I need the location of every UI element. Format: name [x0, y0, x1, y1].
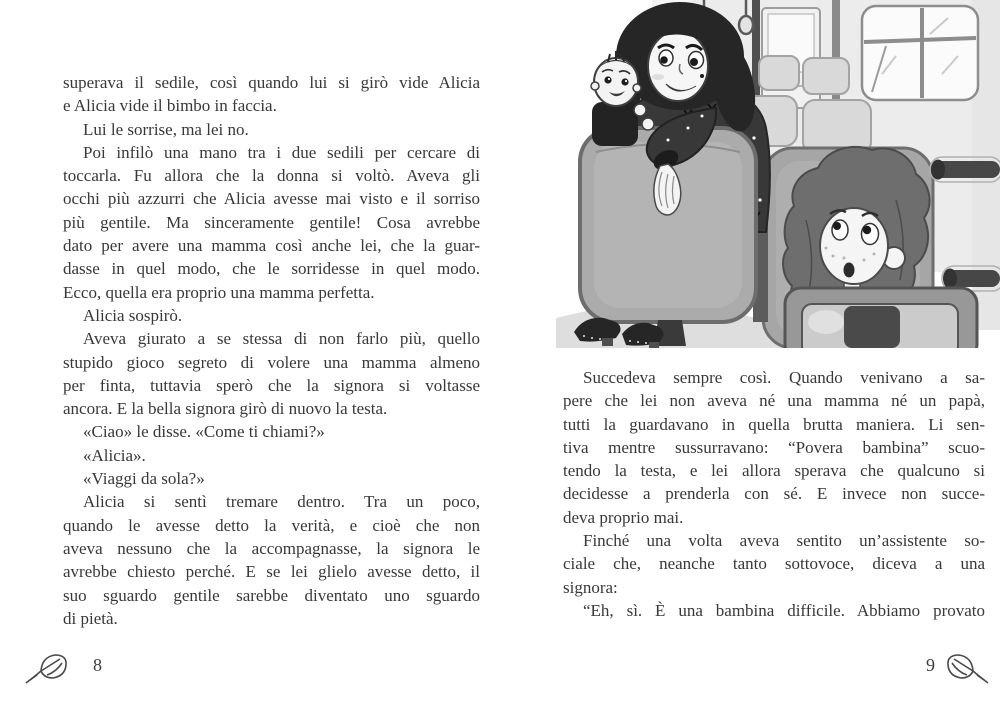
leaf-ornament-icon: [944, 651, 990, 685]
text-line: e Alicia vide il bimbo in faccia.: [63, 96, 277, 116]
page-number-left: 8: [93, 655, 102, 675]
text-line: stupido gioco segreto di volere una mamma almeno: [63, 352, 480, 372]
text-line: «Ciao» le disse. «Come ti chiami?»: [83, 422, 325, 442]
text-line: tendo la testa, e lei allora sperava che qualcuno si: [563, 461, 985, 481]
text-line: “Eh, sì. È una bambina difficile. Abbiamo provato: [583, 600, 985, 620]
text-line: ancora. E la bella signora girò di nuovo la testa.: [63, 399, 388, 419]
text-line: superava il sedile, così quando lui si girò vide Alicia: [63, 73, 480, 92]
girl-mouth: [844, 263, 855, 278]
front-seat-frame: [785, 288, 977, 348]
text-line: Finché una volta aveva sentito un’assistente so-: [583, 531, 985, 551]
bus-scene-illustration: [556, 0, 1000, 348]
text-line: tiva mentre sussurravano: “Povera bambina” scuo-: [563, 437, 985, 457]
text-line: Alicia si sentì tremare dentro. Tra un poco,: [83, 492, 480, 512]
text-line: più gentile. Ma sinceramente gentile! Cosa avrebbe: [63, 212, 480, 232]
leaf-ornament-icon: [24, 651, 70, 685]
text-line: Aveva giurato a se stessa di non farlo più, quello: [83, 329, 480, 349]
text-line: aveva nessuno che la accompagnasse, la signora le: [63, 538, 480, 558]
text-line: Lui le sorrise, ma lei no.: [83, 119, 249, 139]
text-line: decidesse a prenderla con sé. E invece non succe-: [563, 484, 985, 504]
text-line: «Alicia».: [83, 445, 146, 465]
baby-hand: [642, 118, 654, 130]
beauty-mark: [700, 74, 704, 78]
text-line: Alicia sospirò.: [83, 305, 183, 325]
text-line: occhi più azzurri che Alicia avesse mai visto e il sorriso: [63, 189, 480, 209]
text-line: deva proprio mai.: [563, 507, 684, 527]
text-line: ciale che, neanche tanto sottovoce, diceva a una: [563, 554, 985, 574]
text-line: per finta, tuttavia sperò che la signora si voltasse: [63, 375, 480, 395]
text-line: dasse in quel modo, che le sorridesse in quel modo.: [63, 259, 480, 279]
page-left-text: [63, 71, 480, 630]
bus-window: [862, 6, 978, 100]
page-number-right: 9: [926, 655, 935, 675]
text-line: avrebbe chiesto perché. E se lei glielo avesse detto, il: [63, 562, 480, 582]
text-line: Succedeva sempre così. Quando venivano a sa-: [583, 368, 985, 387]
text-line: di pietà.: [63, 608, 118, 628]
text-line: pere che lei non aveva né una mamma né un papà,: [563, 391, 985, 411]
baby-hand: [634, 104, 646, 116]
text-line: Ecco, quella era proprio una mamma perfetta.: [63, 282, 375, 302]
text-line: suo sguardo gentile sarebbe diventato uno sguardo: [63, 585, 480, 605]
text-line: dato per avere una mamma così anche lei, che la guar-: [63, 236, 480, 256]
page-right-text: [563, 366, 985, 622]
text-line: quando le avesse detto la verità, e cioè che non: [63, 515, 480, 535]
text-line: «Viaggi da sola?»: [83, 469, 205, 489]
text-line: toccarla. Fu allora che la donna si voltò. Aveva gli: [63, 166, 480, 186]
text-line: signora:: [563, 577, 618, 597]
text-line: Poi infilò una mano tra i due sedili per cercare di: [83, 142, 480, 162]
baby-face: [594, 58, 638, 106]
text-line: tutti la guardavano in quella brutta maniera. Li sen-: [563, 414, 985, 434]
